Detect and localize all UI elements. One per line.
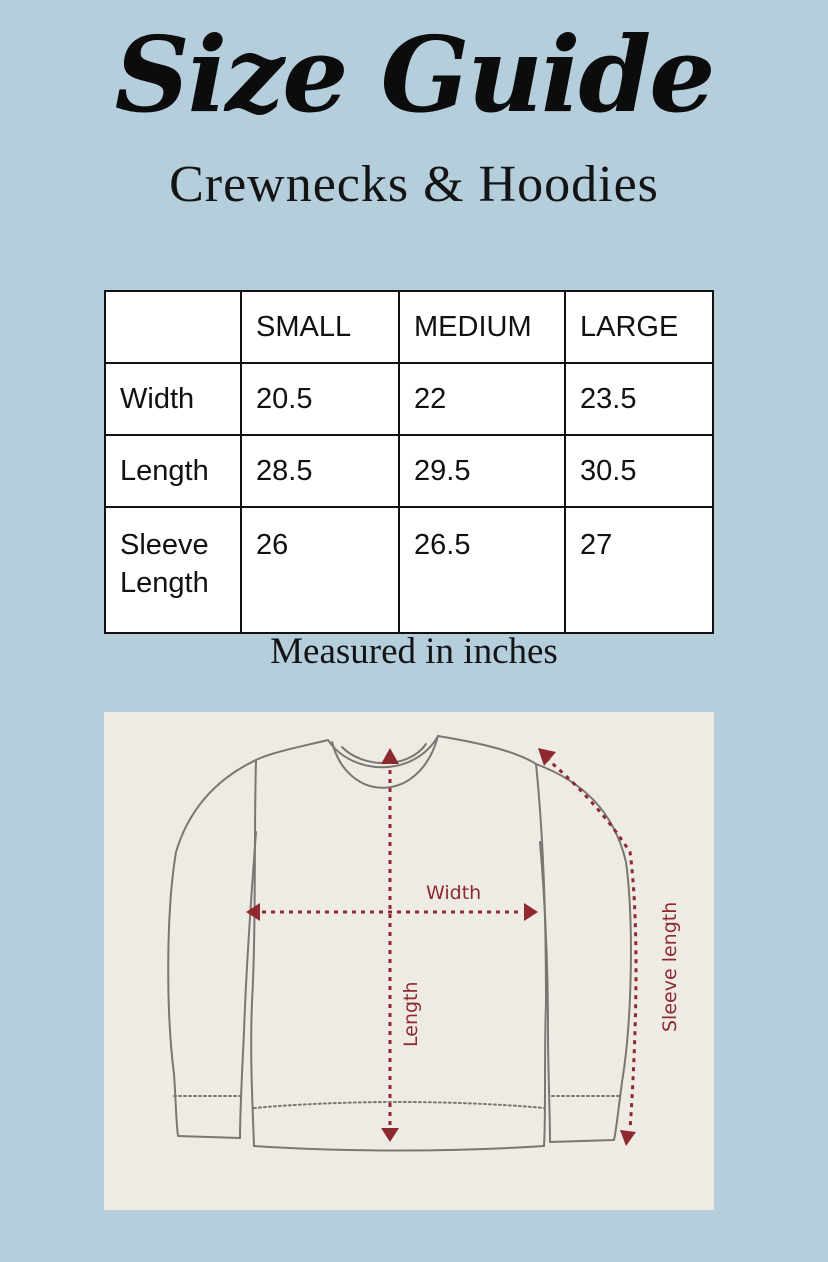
table-header-row <box>105 291 713 363</box>
row-label-sleeve-line2: Length <box>120 567 209 599</box>
sleeve-right <box>536 764 631 1142</box>
length-arrow-bottom-head <box>381 1128 399 1142</box>
cell-sleeve-large: 27 <box>565 507 713 633</box>
sleeve-length-label: Sleeve length <box>659 901 681 1032</box>
sweater-measurement-diagram <box>104 712 714 1210</box>
length-arrow-top-head <box>381 748 399 764</box>
sleeve-arrow-bottom-head <box>620 1130 636 1146</box>
row-label-length: Length <box>105 435 241 507</box>
row-label-width: Width <box>105 363 241 435</box>
page-subtitle: Crewnecks & Hoodies <box>169 156 659 213</box>
cell-length-large: 30.5 <box>565 435 713 507</box>
row-label-sleeve-length <box>105 507 241 633</box>
cell-sleeve-medium: 26.5 <box>399 507 565 633</box>
header-cell-empty <box>105 291 241 363</box>
body-left <box>251 740 328 1146</box>
hem-rib <box>254 1102 544 1108</box>
measurement-arrows <box>246 748 636 1146</box>
sweater-outline <box>168 736 631 1151</box>
width-arrow-right-head <box>524 903 538 921</box>
table-row-width <box>105 363 713 435</box>
cell-width-medium: 22 <box>399 363 565 435</box>
width-arrow-left-head <box>246 903 260 921</box>
length-label: Length <box>400 981 422 1047</box>
row-label-sleeve-line1: Sleeve <box>120 529 209 561</box>
cell-length-small: 28.5 <box>241 435 399 507</box>
size-chart-table <box>104 290 714 634</box>
header-cell-medium: MEDIUM <box>399 291 565 363</box>
cell-length-medium: 29.5 <box>399 435 565 507</box>
table-row-sleeve-length <box>105 507 713 633</box>
measurement-note: Measured in inches <box>270 631 558 672</box>
cell-sleeve-small: 26 <box>241 507 399 633</box>
table-row-length <box>105 435 713 507</box>
width-label: Width <box>426 882 482 904</box>
header-cell-large: LARGE <box>565 291 713 363</box>
cell-width-large: 23.5 <box>565 363 713 435</box>
sweater-diagram-svg <box>104 712 714 1210</box>
sleeve-left <box>168 760 256 1138</box>
body-right <box>438 736 546 1146</box>
header-cell-small: SMALL <box>241 291 399 363</box>
page-title: Size Guide <box>114 13 714 136</box>
body-hem <box>254 1146 544 1151</box>
cell-width-small: 20.5 <box>241 363 399 435</box>
